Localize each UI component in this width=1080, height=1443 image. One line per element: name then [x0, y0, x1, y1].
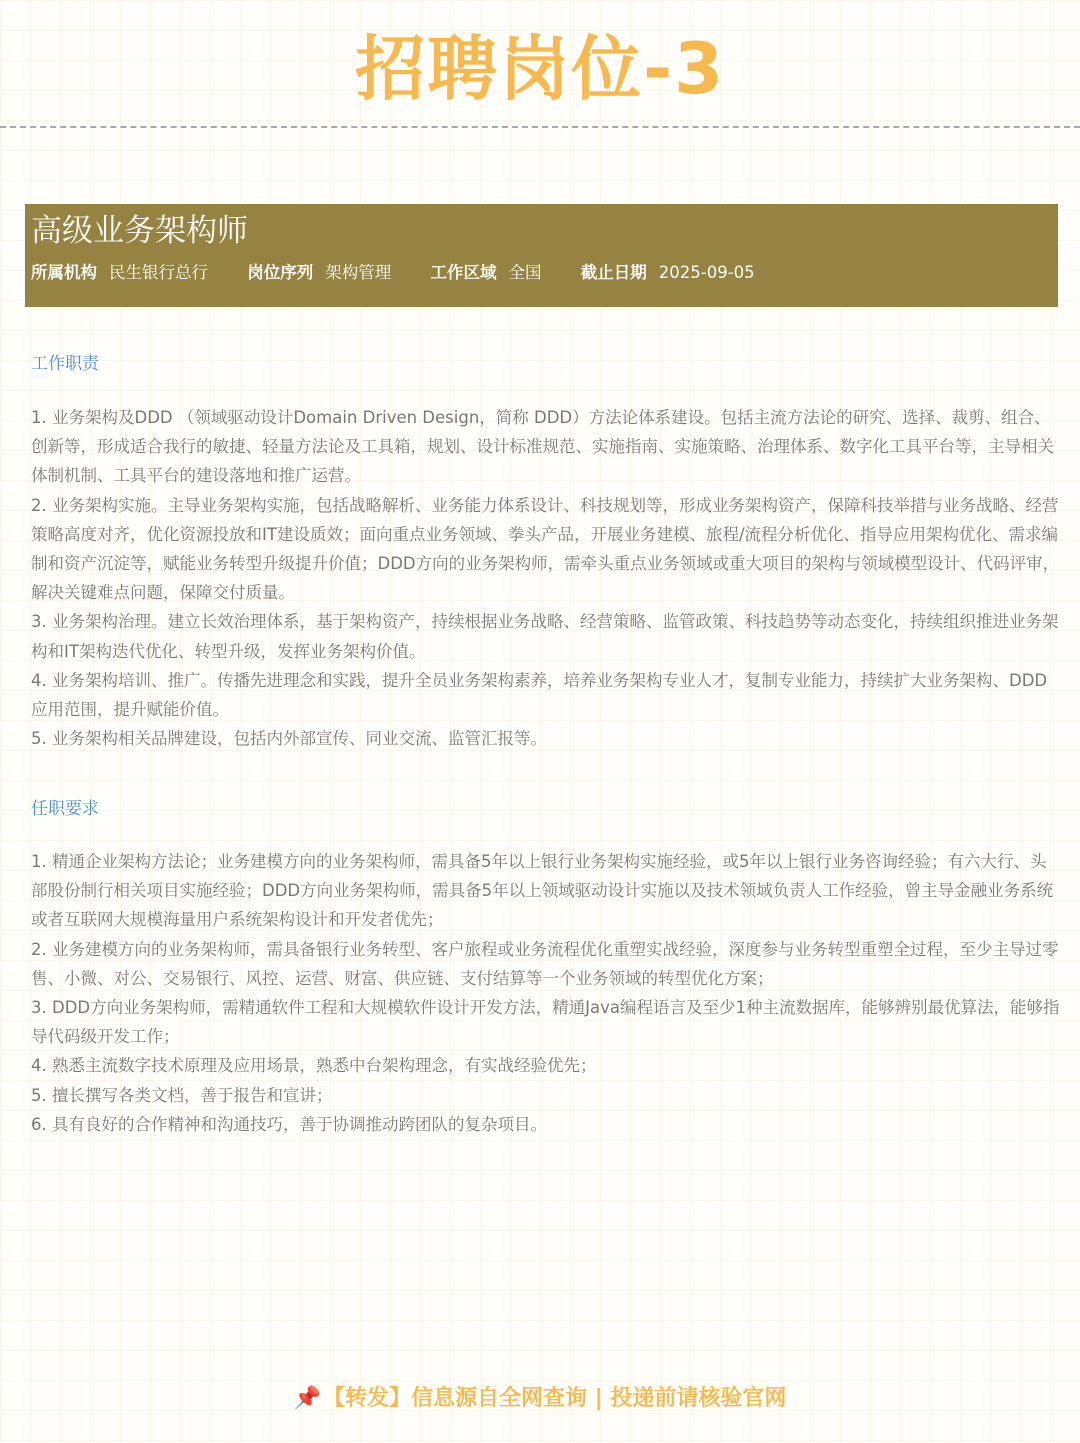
pushpin-icon: 📌	[293, 1386, 322, 1411]
meta-job-sequence	[247, 258, 391, 288]
meta-value: 2025-09-05	[658, 263, 755, 282]
requirement-item: 3. DDD方向业务架构师，需精通软件工程和大规模软件设计开发方法，精通Java编程语言及至少1种主流数据库，能够辨别最优算法，能够指导代码级开发工作；	[31, 998, 1060, 1047]
duty-item: 3. 业务架构治理。建立长效治理体系，基于架构资产，持续根据业务战略、经营策略、监管政策、科技趋势等动态变化，持续组织推进业务架构和IT架构迭代优化、转型升级，发挥业务架构价值。	[31, 612, 1059, 661]
meta-value: 全国	[508, 263, 542, 282]
page-title: 招聘岗位-3	[355, 28, 725, 110]
meta-value: 架构管理	[325, 263, 392, 282]
duties-heading: 工作职责	[31, 354, 99, 374]
footer-text: 【转发】信息源自全网查询 | 投递前请核验官网	[323, 1386, 787, 1411]
duty-item: 1. 业务架构及DDD （领域驱动设计Domain Driven Design，简称 DDD）方法论体系建设。包括主流方法论的研究、选择、裁剪、组合、创新等，形成适合我行的敏捷、轻量方法论及工具箱，规划、设计标准规范、实施指南、实施策略、治理体系、数字化工具平台等，主导相关体制机制、工具平台的建设落地和推广运营。	[31, 408, 1054, 486]
requirement-item: 2. 业务建模方向的业务架构师，需具备银行业务转型、客户旅程或业务流程优化重塑实战经验，深度参与业务转型重塑全过程，至少主导过零售、小微、对公、交易银行、风控、运营、财富、供应链、支付结算等一个业务领域的转型优化方案；	[31, 939, 1059, 988]
meta-key: 工作区域	[430, 263, 497, 282]
requirements-heading: 任职要求	[31, 799, 99, 819]
dashed-divider	[0, 126, 1080, 128]
meta-organization	[31, 258, 208, 288]
requirement-item: 1. 精通企业架构方法论；业务建模方向的业务架构师，需具备5年以上银行业务架构实施经验，或5年以上银行业务咨询经验；有六大行、头部股份制行相关项目实施经验；DDD方向业务架构师，需具备5年以上领域驱动设计实施以及技术领域负责人工作经验，曾主导金融业务系统或者互联网大规模海量用户系统架构设计和开发者优先；	[31, 852, 1054, 930]
meta-deadline	[581, 258, 755, 288]
meta-work-region	[431, 258, 542, 288]
meta-value: 民生银行总行	[109, 263, 208, 282]
requirements-list	[31, 847, 1061, 1139]
requirement-item: 4. 熟悉主流数字技术原理及应用场景，熟悉中台架构理念，有实战经验优先；	[31, 1056, 597, 1076]
job-header	[25, 204, 1058, 307]
meta-key: 截止日期	[580, 263, 647, 282]
footer-note	[0, 1382, 1080, 1416]
job-meta-row	[31, 258, 789, 288]
job-title: 高级业务架构师	[31, 213, 248, 249]
meta-key: 所属机构	[31, 263, 97, 282]
requirement-item: 6. 具有良好的合作精神和沟通技巧，善于协调推动跨团队的复杂项目。	[31, 1114, 547, 1134]
duty-item: 5. 业务架构相关品牌建设，包括内外部宣传、同业交流、监管汇报等。	[31, 729, 547, 749]
duties-list	[31, 403, 1061, 753]
requirement-item: 5. 擅长撰写各类文档，善于报告和宣讲；	[31, 1085, 333, 1105]
meta-key: 岗位序列	[247, 263, 314, 282]
duty-item: 4. 业务架构培训、推广。传播先进理念和实践，提升全员业务架构素养，培养业务架构专业人才，复制专业能力，持续扩大业务架构、DDD应用范围，提升赋能价值。	[31, 670, 1048, 720]
duty-item: 2. 业务架构实施。主导业务架构实施，包括战略解析、业务能力体系设计、科技规划等，形成业务架构资产，保障科技举措与业务战略、经营策略高度对齐，优化资源投放和IT建设质效；面向重点业务领域、拳头产品，开展业务建模、旅程/流程分析优化、指导应用架构优化、需求编制和资产沉淀等，赋能业务转型升级提升价值；DDD方向的业务架构师，需牵头重点业务领域或重大项目的架构与领域模型设计、代码评审，解决关键难点问题，保障交付质量。	[31, 495, 1060, 603]
